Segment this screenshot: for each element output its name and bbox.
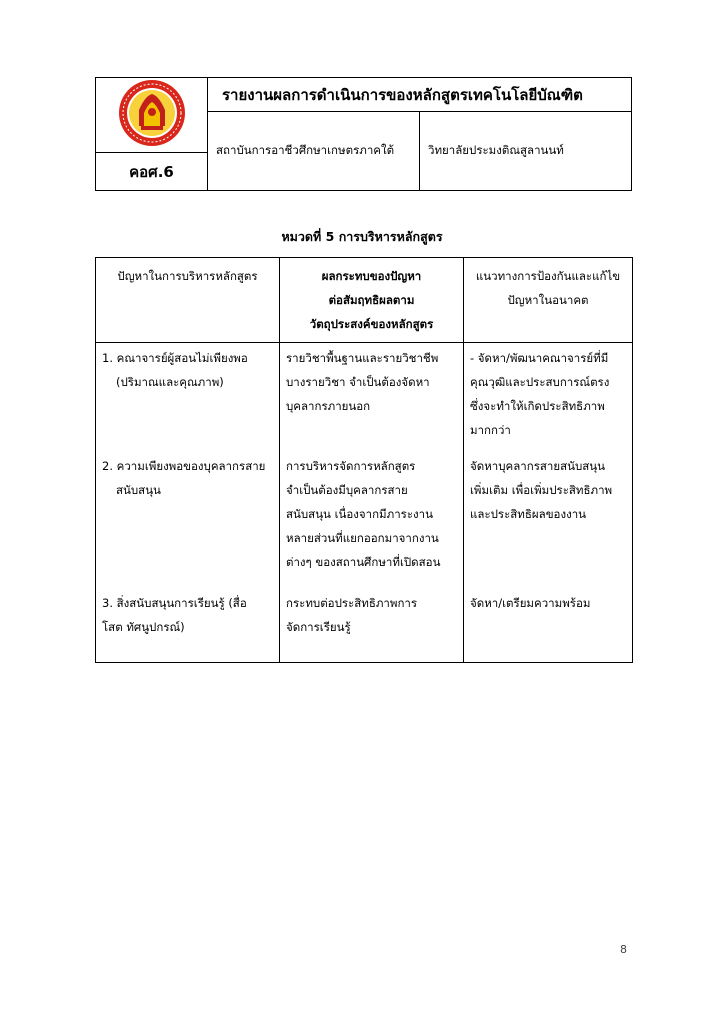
cell-line: 3. สิ่งสนับสนุนการเรียนรู้ (สื่อ [102,596,247,610]
cell-line: 1. คณาจารย์ผู้สอนไม่เพียงพอ [102,351,248,365]
column-header-line: แนวทางการป้องกันและแก้ไข [475,269,621,283]
cell-line: กระทบต่อประสิทธิภาพการ [286,596,418,610]
cell-line: จำเป็นต้องมีบุคลากรสาย [286,483,408,497]
report-title: รายงานผลการดำเนินการของหลักสูตรเทคโนโลยีบัณฑิต [208,78,632,112]
impact-cell [280,343,464,663]
impact-item-2 [286,454,457,574]
cell-line: เพิ่มเติม เพื่อเพิ่มประสิทธิภาพ [470,483,613,497]
impact-item-1 [286,346,457,418]
column-header-line: ปัญหาในอนาคต [507,293,589,307]
cell-line: คุณวุฒิและประสบการณ์ตรง [470,375,610,389]
cell-line: การบริหารจัดการหลักสูตร [286,459,416,473]
cell-line: บางรายวิชา จำเป็นต้องจัดหา [286,375,430,389]
curriculum-management-table [95,257,633,663]
column-header-line: วัตถุประสงค์ของหลักสูตร [309,317,434,331]
solution-item-2 [470,454,626,526]
cell-line: บุคลากรภายนอก [286,399,371,413]
column-header-problem [96,258,280,343]
cell-line: จัดหา/เตรียมความพร้อม [470,596,591,610]
cell-line: หลายส่วนที่แยกออกมาจากงาน [286,531,439,545]
cell-line: รายวิชาพื้นฐานและรายวิชาชีพ [286,351,439,365]
institute-emblem-icon [117,78,187,148]
solution-item-1 [470,346,626,442]
problem-item-1 [102,346,273,394]
solution-cell [464,343,633,663]
cell-line: จัดการเรียนรู้ [286,620,351,634]
cell-line: มากกว่า [470,423,511,437]
cell-line: โสต ทัศนูปกรณ์) [102,620,185,634]
column-header-solution [464,258,633,343]
cell-line: 2. ความเพียงพอของบุคลากรสาย [102,459,266,473]
cell-line: ต่างๆ ของสถานศึกษาที่เปิดสอน [286,555,441,569]
cell-line: และประสิทธิผลของงาน [470,507,587,521]
column-header-line: ผลกระทบของปัญหา [321,269,422,283]
college-name: วิทยาลัยประมงติณสูลานนท์ [420,112,632,191]
cell-line: จัดหาบุคลากรสายสนับสนุน [470,459,606,473]
problem-cell [96,343,280,663]
cell-line: - จัดหา/พัฒนาคณาจารย์ที่มี [470,351,609,365]
form-code: คอศ.6 [96,153,208,191]
page-number: 8 [620,943,627,956]
cell-line: สนับสนุน [116,483,161,497]
problem-item-3 [102,591,273,639]
report-header-table [95,77,632,191]
solution-item-3 [470,591,626,615]
logo-cell [96,78,208,153]
section-title: หมวดที่ 5 การบริหารหลักสูตร [281,229,443,244]
impact-item-3 [286,591,457,639]
cell-line: สนับสนุน เนื่องจากมีภาระงาน [286,507,433,521]
institute-name: สถาบันการอาชีวศึกษาเกษตรภาคใต้ [208,112,420,191]
problem-item-2 [102,454,273,502]
column-header-line: ปัญหาในการบริหารหลักสูตร [117,269,258,283]
cell-line: (ปริมาณและคุณภาพ) [116,375,224,389]
column-header-impact [280,258,464,343]
cell-line: ซึ่งจะทำให้เกิดประสิทธิภาพ [470,399,605,413]
column-header-line: ต่อสัมฤทธิผลตาม [328,293,415,307]
table-row [96,343,633,663]
